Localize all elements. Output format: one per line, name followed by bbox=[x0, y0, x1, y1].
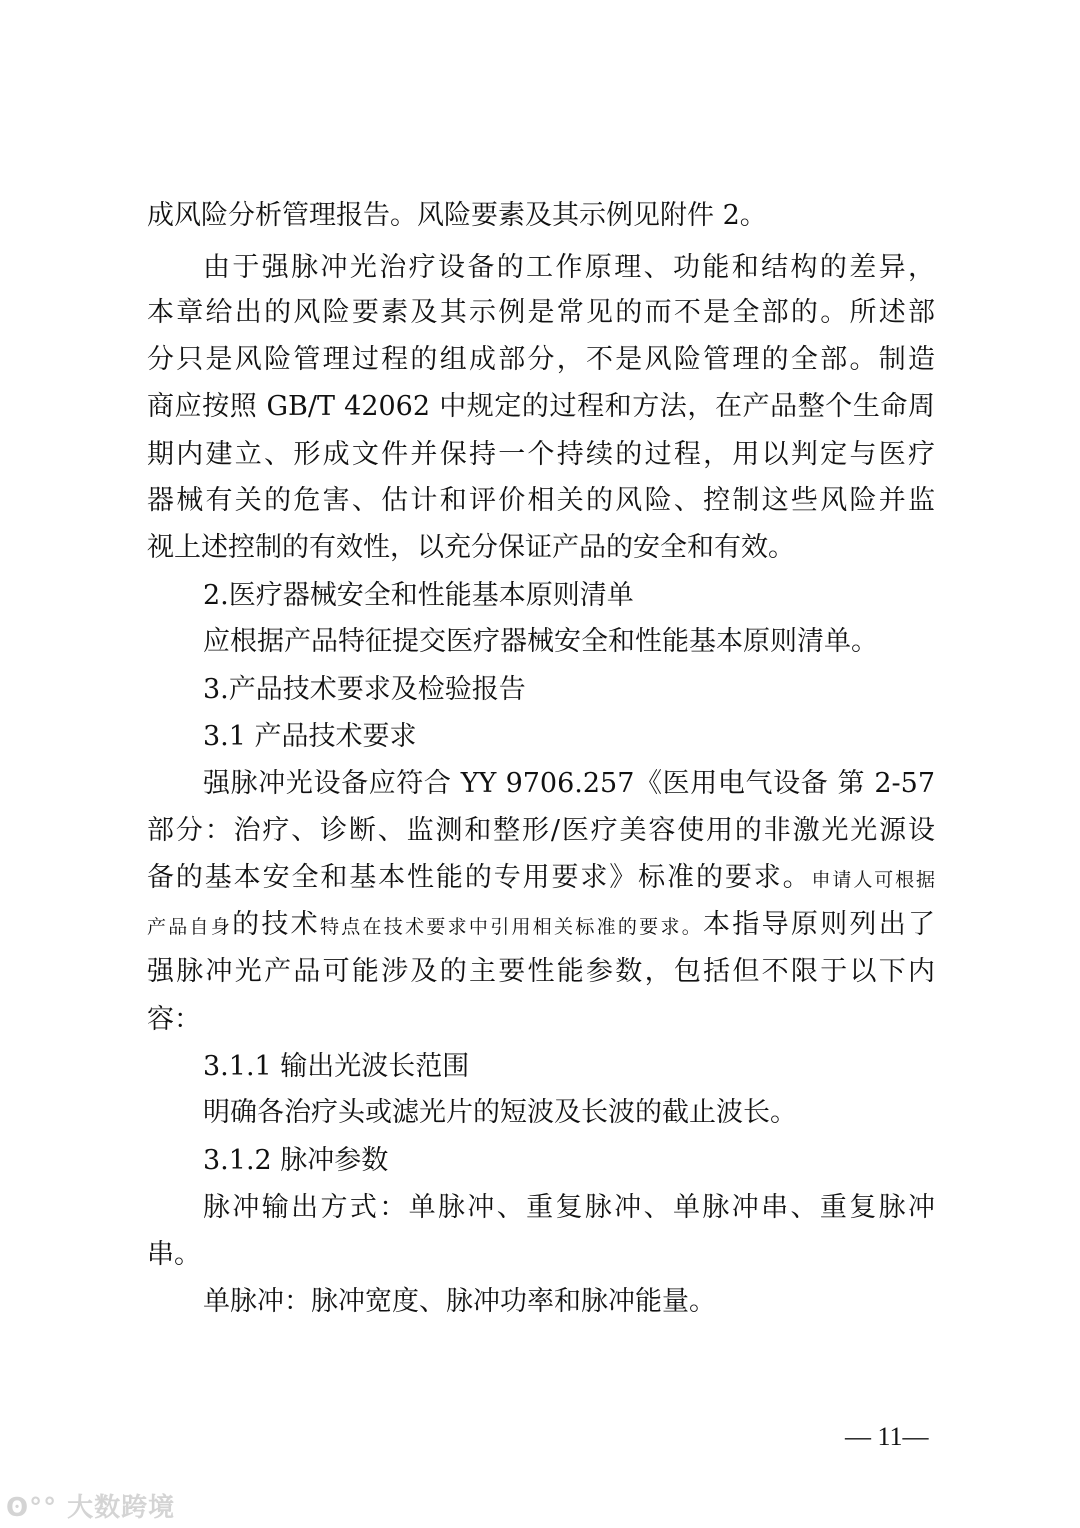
section-heading: 2.医疗器械安全和性能基本原则清单 bbox=[203, 580, 634, 611]
text-line: 商应按照 GB/T 42062 中规定的过程和方法，在产品整个生命周 bbox=[147, 391, 935, 422]
text-line: 脉冲输出方式：单脉冲、重复脉冲、单脉冲串、重复脉冲 bbox=[203, 1192, 935, 1223]
watermark bbox=[6, 1487, 175, 1524]
section-heading: 3.1 产品技术要求 bbox=[203, 721, 417, 752]
watermark-logo-icon: ʘ°° bbox=[6, 1493, 68, 1523]
text-line: 期内建立、形成文件并保持一个持续的过程，用以判定与医疗 bbox=[147, 439, 935, 470]
text-line: 分只是风险管理过程的组成部分，不是风险管理的全部。制造 bbox=[147, 344, 935, 375]
text-line: 视上述控制的有效性，以充分保证产品的安全和有效。 bbox=[147, 532, 795, 563]
text-span: 的技术 bbox=[232, 909, 320, 940]
text-line-mixed bbox=[147, 908, 935, 944]
text-span: 备的基本安全和基本性能的专用要求》标准的要求。 bbox=[147, 862, 812, 893]
text-line: 单脉冲：脉冲宽度、脉冲功率和脉冲能量。 bbox=[203, 1286, 716, 1317]
text-line: 由于强脉冲光治疗设备的工作原理、功能和结构的差异， bbox=[203, 252, 935, 283]
section-heading: 3.1.2 脉冲参数 bbox=[203, 1145, 389, 1176]
text-line: 应根据产品特征提交医疗器械安全和性能基本原则清单。 bbox=[203, 626, 878, 657]
text-line: 本章给出的风险要素及其示例是常见的而不是全部的。所述部 bbox=[147, 297, 935, 328]
text-span-small: 产品自身 bbox=[147, 916, 233, 938]
section-heading: 3.产品技术要求及检验报告 bbox=[203, 674, 526, 705]
text-line: 串。 bbox=[147, 1239, 201, 1270]
text-line: 容： bbox=[147, 1004, 201, 1035]
text-line: 部分：治疗、诊断、监测和整形/医疗美容使用的非激光光源设 bbox=[147, 815, 935, 846]
text-line-mixed bbox=[147, 861, 935, 897]
text-line: 成风险分析管理报告。风险要素及其示例见附件 2。 bbox=[147, 200, 767, 231]
text-span: 本指导原则列出了 bbox=[703, 909, 935, 940]
text-span-small: 特点在技术要求中引用相关标准的要求。 bbox=[319, 916, 704, 938]
watermark-text: 大数跨境 bbox=[67, 1493, 176, 1523]
text-line: 强脉冲光设备应符合 YY 9706.257《医用电气设备 第 2-57 bbox=[203, 768, 935, 799]
page-number: — 11— bbox=[845, 1422, 929, 1451]
text-line: 器械有关的危害、估计和评价相关的风险、控制这些风险并监 bbox=[147, 485, 935, 516]
text-span-small: 申请人可根据 bbox=[811, 869, 935, 891]
text-line: 明确各治疗头或滤光片的短波及长波的截止波长。 bbox=[203, 1097, 797, 1128]
text-line: 强脉冲光产品可能涉及的主要性能参数，包括但不限于以下内 bbox=[147, 956, 935, 987]
section-heading: 3.1.1 输出光波长范围 bbox=[203, 1051, 470, 1082]
